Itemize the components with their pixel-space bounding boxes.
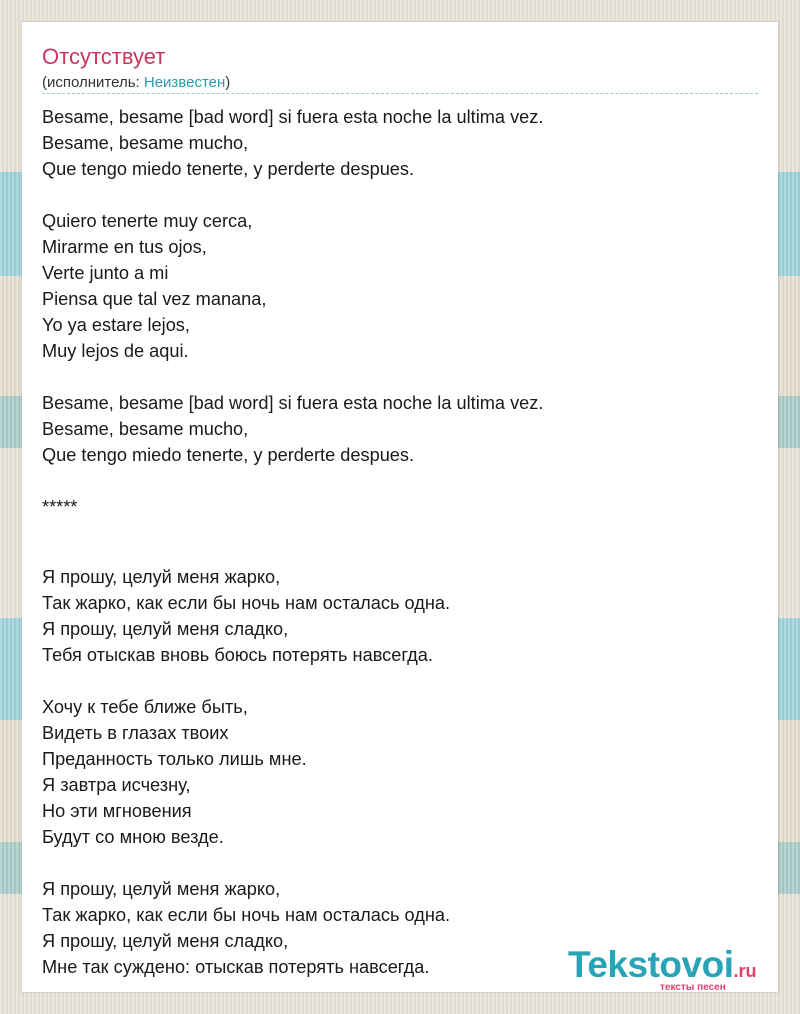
lyric-line: Преданность только лишь мне. [42, 749, 307, 769]
lyric-line: Que tengo miedo tenerte, y perderte despues. [42, 445, 415, 465]
artist-link[interactable]: Неизвестен [143, 74, 226, 91]
lyric-line: Besame, besame [bad word] si fuera esta noche la ultima vez. [42, 393, 544, 413]
lyric-line: Я прошу, целуй меня жарко, [42, 879, 281, 899]
logo-tld: .ru [733, 961, 757, 981]
lyric-line: Besame, besame [bad word] si fuera esta noche la ultima vez. [42, 107, 544, 127]
lyric-line: Так жарко, как если бы ночь нам осталась одна. [42, 905, 451, 925]
lyric-line: Тебя отыскав вновь боюсь потерять навсегда. [42, 645, 433, 665]
lyric-line: Мне так суждено: отыскав потерять навсегда. [42, 957, 430, 977]
lyric-line: Besame, besame mucho, [42, 133, 249, 153]
stanza-gap [42, 468, 758, 494]
lyric-line: Quiero tenerte muy cerca, [42, 211, 253, 231]
lyric-line: Видеть в глазах твоих [42, 723, 229, 743]
lyric-line: Verte junto a mi [42, 263, 169, 283]
lyric-line: Muy lejos de aqui. [42, 341, 189, 361]
lyric-line: Так жарко, как если бы ночь нам осталась одна. [42, 593, 451, 613]
title-divider [42, 93, 758, 94]
artist-suffix: ) [225, 74, 231, 91]
lyrics-text [42, 104, 758, 980]
stanza-gap [42, 364, 758, 390]
lyric-line: Yo ya estare lejos, [42, 315, 190, 335]
lyric-line: Я прошу, целуй меня сладко, [42, 619, 289, 639]
site-logo[interactable] [568, 946, 756, 983]
lyric-line: Piensa que tal vez manana, [42, 289, 267, 309]
lyric-line: Будут со мною везде. [42, 827, 224, 847]
lyric-line: Я завтра исчезну, [42, 775, 191, 795]
stanza-gap [42, 850, 758, 876]
song-title: Отсутствует [42, 44, 166, 69]
stanza-gap [42, 668, 758, 694]
section-separator: ***** [42, 497, 78, 517]
stanza-gap [42, 182, 758, 208]
artist-prefix: (исполнитель: [42, 74, 144, 91]
lyric-line: Я прошу, целуй меня жарко, [42, 567, 281, 587]
stanza-gap [42, 538, 758, 564]
lyric-line: Хочу к тебе ближе быть, [42, 697, 248, 717]
logo-tagline: тексты песен [660, 982, 726, 993]
lyric-line: Я прошу, целуй меня сладко, [42, 931, 289, 951]
lyrics-card [22, 22, 778, 992]
lyric-line: Mirarme en tus ojos, [42, 237, 207, 257]
artist-line [42, 74, 230, 91]
lyric-line: Que tengo miedo tenerte, y perderte despues. [42, 159, 415, 179]
lyric-line: Besame, besame mucho, [42, 419, 249, 439]
lyric-line: Но эти мгновения [42, 801, 192, 821]
logo-name: Tekstovoi [568, 944, 734, 985]
